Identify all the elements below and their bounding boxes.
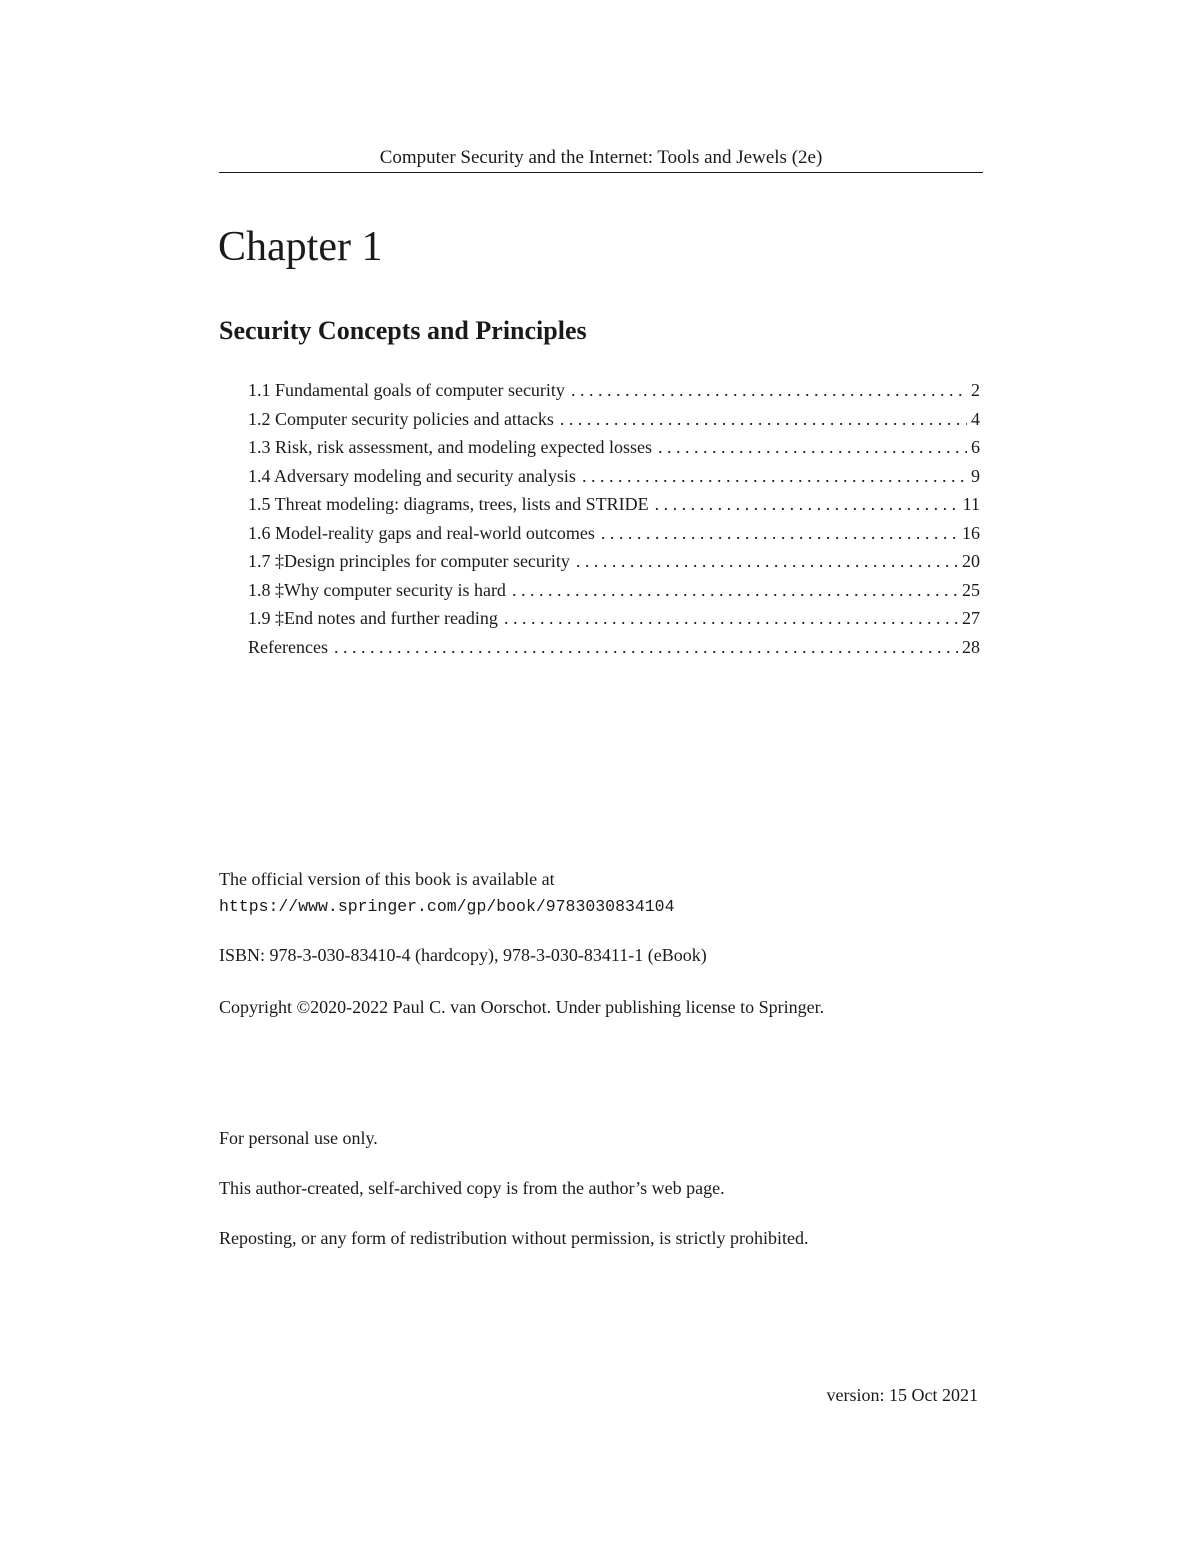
- toc-dot-leader: [571, 377, 967, 403]
- chapter-label: Chapter 1: [218, 224, 383, 270]
- toc-dot-leader: [582, 463, 967, 489]
- toc-entry-page: 6: [971, 437, 980, 457]
- toc-entry-page: 20: [962, 551, 980, 571]
- toc-entry[interactable]: [248, 491, 980, 520]
- personal-use-notice: For personal use only.: [219, 1128, 378, 1148]
- toc-entry-title: 1.2 Computer security policies and attacks: [248, 408, 554, 429]
- toc-entry[interactable]: [248, 463, 980, 492]
- toc-entry-title: 1.1 Fundamental goals of computer security: [248, 380, 565, 400]
- toc-entry[interactable]: [248, 377, 980, 406]
- toc-entry-page: 16: [962, 522, 980, 543]
- toc-entry[interactable]: [248, 406, 980, 435]
- toc-entry-page: 27: [962, 608, 980, 628]
- table-of-contents: [248, 377, 980, 662]
- toc-entry-page: 9: [971, 465, 980, 486]
- toc-dot-leader: [512, 577, 958, 603]
- toc-entry-title: 1.7 ‡Design principles for computer security: [248, 551, 570, 571]
- toc-dot-leader: [334, 634, 958, 660]
- self-archived-notice: This author-created, self-archived copy is from the author’s web page.: [219, 1178, 725, 1198]
- running-header: Computer Security and the Internet: Tools and Jewels (2e): [379, 147, 823, 168]
- availability-text: The official version of this book is available at: [219, 869, 555, 889]
- toc-dot-leader: [658, 434, 967, 460]
- toc-entry-page: 11: [962, 494, 980, 514]
- toc-entry-title: 1.3 Risk, risk assessment, and modeling expected losses: [248, 437, 652, 457]
- redistribution-notice: Reposting, or any form of redistribution without permission, is strictly prohibited.: [219, 1228, 809, 1248]
- toc-entry-title: 1.9 ‡End notes and further reading: [248, 608, 498, 628]
- toc-entry[interactable]: [248, 577, 980, 606]
- isbn-text: ISBN: 978-3-030-83410-4 (hardcopy), 978-3-030-83411-1 (eBook): [219, 945, 707, 965]
- toc-entry[interactable]: [248, 434, 980, 463]
- toc-dot-leader: [601, 520, 958, 546]
- toc-dot-leader: [504, 605, 958, 631]
- toc-entry-page: 25: [962, 579, 980, 600]
- header-rule: [219, 172, 983, 173]
- toc-dot-leader: [576, 548, 958, 574]
- toc-entry-title: 1.4 Adversary modeling and security analysis: [248, 465, 576, 486]
- toc-entry[interactable]: [248, 520, 980, 549]
- chapter-title: Security Concepts and Principles: [219, 316, 587, 345]
- toc-entry-references[interactable]: [248, 634, 980, 663]
- copyright-text: Copyright ©2020-2022 Paul C. van Oorschot. Under publishing license to Springer.: [219, 997, 825, 1017]
- toc-entry-page: 28: [962, 636, 980, 657]
- toc-dot-leader: [655, 491, 959, 517]
- toc-entry-title: 1.8 ‡Why computer security is hard: [248, 579, 506, 600]
- version-stamp: version: 15 Oct 2021: [826, 1385, 978, 1405]
- toc-entry-title: 1.6 Model-reality gaps and real-world outcomes: [248, 522, 595, 543]
- toc-entry-title: 1.5 Threat modeling: diagrams, trees, lists and STRIDE: [248, 494, 649, 514]
- toc-entry-title: References: [248, 636, 328, 657]
- springer-url-link[interactable]: https://www.springer.com/gp/book/9783030834104: [219, 897, 675, 916]
- toc-entry-page: 2: [971, 380, 980, 400]
- toc-dot-leader: [560, 406, 967, 432]
- toc-entry[interactable]: [248, 548, 980, 577]
- toc-entry-page: 4: [971, 408, 980, 429]
- toc-entry[interactable]: [248, 605, 980, 634]
